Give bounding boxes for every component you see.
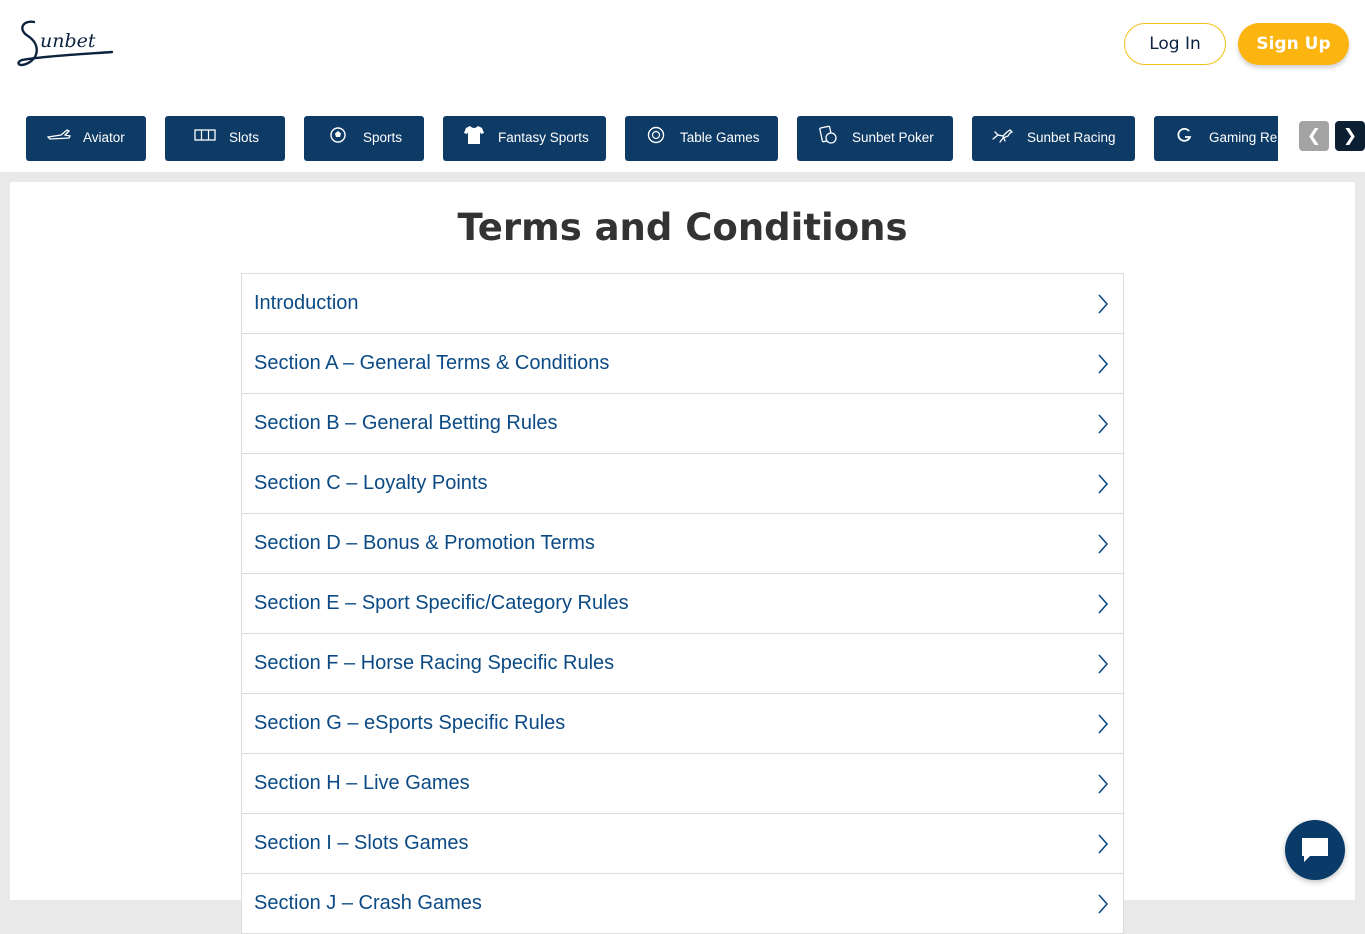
accordion-row[interactable] (241, 394, 1124, 454)
accordion-row-label: Section A – General Terms & Conditions (254, 352, 610, 374)
nav-item-sports[interactable] (304, 116, 424, 161)
plane-icon (47, 125, 71, 145)
login-button[interactable]: Log In (1124, 23, 1226, 65)
chevron-right-icon (1097, 293, 1109, 315)
nav-item-label: Gaming Re (1209, 130, 1278, 145)
accordion-row[interactable] (241, 454, 1124, 514)
sunbet-logo[interactable] (14, 14, 116, 72)
chevron-right-icon (1097, 413, 1109, 435)
nav-next-button[interactable]: ❯ (1335, 121, 1365, 151)
accordion-row-label: Section I – Slots Games (254, 832, 469, 854)
roulette-icon (644, 125, 668, 145)
nav-item-gaming-re[interactable] (1154, 116, 1278, 161)
terms-accordion (241, 273, 1124, 934)
nav-item-slots[interactable] (165, 116, 285, 161)
signup-button[interactable]: Sign Up (1238, 23, 1349, 65)
accordion-row[interactable] (241, 754, 1124, 814)
accordion-row-label: Section E – Sport Specific/Category Rules (254, 592, 629, 614)
nav-item-label: Sports (363, 130, 403, 145)
accordion-row-label: Section H – Live Games (254, 772, 470, 794)
nav-item-aviator[interactable] (26, 116, 146, 161)
chevron-right-icon (1097, 353, 1109, 375)
nav-item-label: Table Games (680, 130, 760, 145)
accordion-row[interactable] (241, 273, 1124, 334)
chat-button[interactable] (1285, 820, 1345, 880)
accordion-row[interactable] (241, 634, 1124, 694)
accordion-row-label: Section D – Bonus & Promotion Terms (254, 532, 595, 554)
chevron-right-icon (1097, 653, 1109, 675)
nav-prev-button[interactable]: ❮ (1299, 121, 1329, 151)
accordion-row-label: Section G – eSports Specific Rules (254, 712, 566, 734)
accordion-row-label: Section C – Loyalty Points (254, 472, 488, 494)
jersey-icon (462, 125, 486, 145)
poker-cards-icon (816, 125, 840, 145)
chat-bubble-icon (1300, 836, 1330, 864)
nav-item-fantasy-sports[interactable] (443, 116, 606, 161)
nav-item-table-games[interactable] (625, 116, 778, 161)
nav-item-sunbet-poker[interactable] (797, 116, 953, 161)
accordion-row[interactable] (241, 334, 1124, 394)
accordion-row[interactable] (241, 694, 1124, 754)
main-content (10, 182, 1355, 914)
accordion-row[interactable] (241, 814, 1124, 874)
accordion-row[interactable] (241, 874, 1124, 934)
accordion-row-label: Section F – Horse Racing Specific Rules (254, 652, 615, 674)
nav-item-label: Sunbet Poker (852, 130, 934, 145)
category-nav (0, 116, 1278, 162)
nav-item-label: Slots (229, 130, 260, 145)
soccer-ball-icon (326, 125, 350, 145)
chevron-right-icon (1097, 893, 1109, 915)
page-title: Terms and Conditions (457, 206, 908, 249)
accordion-row-label: Section B – General Betting Rules (254, 412, 558, 434)
accordion-row-label: Section J – Crash Games (254, 892, 482, 914)
accordion-row[interactable] (241, 574, 1124, 634)
gaming-icon (1173, 125, 1197, 145)
slot-machine-icon (193, 125, 217, 145)
chevron-right-icon (1097, 773, 1109, 795)
chevron-right-icon (1097, 473, 1109, 495)
accordion-row[interactable] (241, 514, 1124, 574)
chevron-right-icon (1097, 833, 1109, 855)
nav-item-label: Sunbet Racing (1027, 130, 1116, 145)
accordion-row-label: Introduction (254, 292, 359, 314)
nav-item-label: Aviator (83, 130, 125, 145)
nav-item-label: Fantasy Sports (498, 130, 589, 145)
chevron-right-icon (1097, 533, 1109, 555)
chevron-right-icon (1097, 713, 1109, 735)
nav-item-sunbet-racing[interactable] (972, 116, 1135, 161)
svg-text:unbet: unbet (40, 30, 96, 52)
chevron-right-icon (1097, 593, 1109, 615)
horse-icon (991, 125, 1015, 145)
